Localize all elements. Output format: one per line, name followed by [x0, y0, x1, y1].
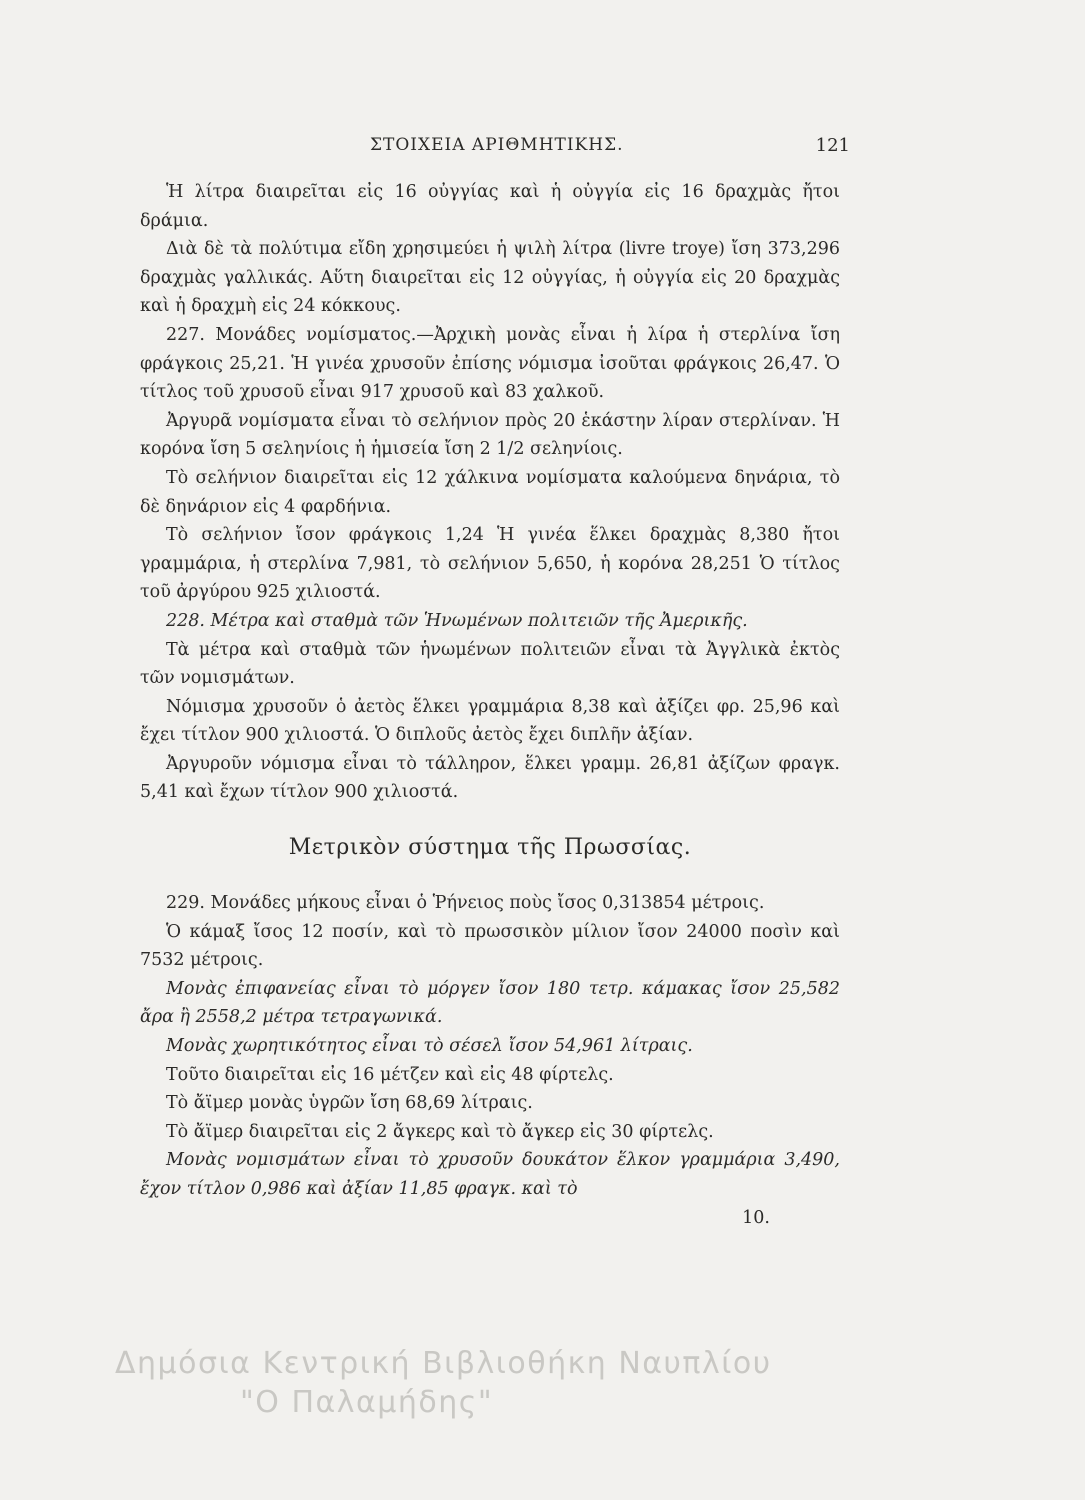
- paragraph-dollar-coin: Ἀργυροῦν νόμισμα εἶναι τὸ τάλληρον, ἕλκει γραμμ. 26,81 ἀξίζων φραγκ. 5,41 καὶ ἔχων τίτλον 900 χιλιοστά.: [140, 753, 840, 803]
- paragraph-229-length: 229. Μονάδες μήκους εἶναι ὁ Ῥήνειος ποὺς ἴσος 0,313854 μέτροις.: [166, 893, 765, 914]
- page-number: 121: [815, 135, 850, 156]
- paragraph-currency-unit: Μονὰς νομισμάτων εἶναι τὸ χρυσοῦν δουκάτον ἕλκον γραμμάρια 3,490, ἔχον τίτλον 0,986 καὶ ἀξίαν 11,85 φραγκ. καὶ τὸ: [140, 1150, 840, 1199]
- paragraph-capacity-unit: Μονὰς χωρητικότητος εἶναι τὸ σέσελ ἴσον 54,961 λίτραις.: [166, 1036, 693, 1057]
- paragraph-silver-coins: Ἀργυρᾶ νομίσματα εἶναι τὸ σελήνιον πρὸς 20 ἑκάστην λίραν στερλίναν. Ἡ κορόνα ἴση 5 σεληνίοις ἡ ἡμισεία ἴση 2 1/2 σεληνίοις.: [140, 410, 840, 460]
- paragraph-shilling-division: Τὸ σελήνιον διαιρεῖται εἰς 12 χάλκινα νομίσματα καλούμενα δηνάρια, τὸ δὲ δηνάριον εἰς 4 φαρδήνια.: [140, 467, 840, 517]
- paragraph-area-unit: Μονὰς ἐπιφανείας εἶναι τὸ μόργεν ἴσον 180 τετρ. κάμακας ἴσον 25,582 ἄρα ἢ 2558,2 μέτρα τετραγωνικά.: [140, 978, 840, 1028]
- paragraph-kamax: Ὁ κάμαξ ἴσος 12 ποσίν, καὶ τὸ πρωσσικὸν μίλιον ἴσον 24000 ποσὶν καὶ 7532 μέτροις.: [140, 921, 840, 971]
- paragraph-228-heading: 228. Μέτρα καὶ σταθμὰ τῶν Ἡνωμένων πολιτειῶν τῆς Ἀμερικῆς.: [166, 610, 748, 631]
- footer-signature: 10.: [742, 1207, 770, 1228]
- watermark-line2: "Ο Παλαμήδης": [240, 1385, 494, 1420]
- page-body: [140, 178, 840, 1232]
- section-heading: Μετρικὸν σύστημα τῆς Πρωσσίας.: [288, 835, 692, 861]
- paragraph-troy-pound: Διὰ δὲ τὰ πολύτιμα εἴδη χρησιμεύει ἡ ψιλὴ λίτρα (livre troye) ἴση 373,296 δραχμὰς γαλλικάς. Αὕτη διαιρεῖται εἰς 12 οὐγγίας, ἡ οὐγγία εἰς 20 δραχμὰς καὶ ἡ δραχμὴ εἰς 24 κόκκους.: [140, 239, 840, 317]
- paragraph-227-currency: 227. Μονάδες νομίσματος.—Ἀρχικὴ μονὰς εἶναι ἡ λίρα ἡ στερλίνα ἴση φράγκοις 25,21. Ἡ γινέα χρυσοῦν ἐπίσης νόμισμα ἰσοῦται φράγκοις 26,47. Ὁ τίτλος τοῦ χρυσοῦ εἶναι 917 χρυσοῦ καὶ 83 χαλκοῦ.: [140, 324, 840, 403]
- paragraph-sesel-division: Τοῦτο διαιρεῖται εἰς 16 μέτζεν καὶ εἰς 48 φίρτελς.: [166, 1064, 614, 1085]
- paragraph-us-measures: Τὰ μέτρα καὶ σταθμὰ τῶν ἡνωμένων πολιτειῶν εἶναι τὰ Ἀγγλικὰ ἐκτὸς τῶν νομισμάτων.: [140, 639, 840, 689]
- paragraph-aimer-division: Τὸ ἄϊμερ διαιρεῖται εἰς 2 ἄγκερς καὶ τὸ ἄγκερ εἰς 30 φίρτελς.: [166, 1121, 714, 1142]
- running-title: ΣΤΟΙΧΕΙΑ ΑΡΙΘΜΗΤΙΚΗΣ.: [370, 135, 624, 155]
- paragraph-litra: Ἡ λίτρα διαιρεῖται εἰς 16 οὐγγίας καὶ ἡ οὐγγία εἰς 16 δραχμὰς ἤτοι δράμια.: [140, 182, 840, 231]
- page-header: [140, 135, 850, 159]
- watermark-line1: Δημόσια Κεντρική Βιβλιοθήκη Ναυπλίου: [115, 1346, 772, 1381]
- paragraph-eagle-coin: Νόμισμα χρυσοῦν ὁ ἀετὸς ἕλκει γραμμάρια 8,38 καὶ ἀξίζει φρ. 25,96 καὶ ἔχει τίτλον 900 χιλιοστά. Ὁ διπλοῦς ἀετὸς ἔχει διπλῆν ἀξίαν.: [140, 696, 840, 746]
- paragraph-shilling-value: Τὸ σελήνιον ἴσον φράγκοις 1,24 Ἡ γινέα ἕλκει δραχμὰς 8,380 ἤτοι γραμμάρια, ἡ στερλίνα 7,981, τὸ σελήνιον 5,650, ἡ κορόνα 28,251 Ὁ τίτλος τοῦ ἀργύρου 925 χιλιοστά.: [140, 525, 840, 603]
- paragraph-aimer: Τὸ ἄϊμερ μονὰς ὑγρῶν ἴση 68,69 λίτραις.: [166, 1093, 533, 1114]
